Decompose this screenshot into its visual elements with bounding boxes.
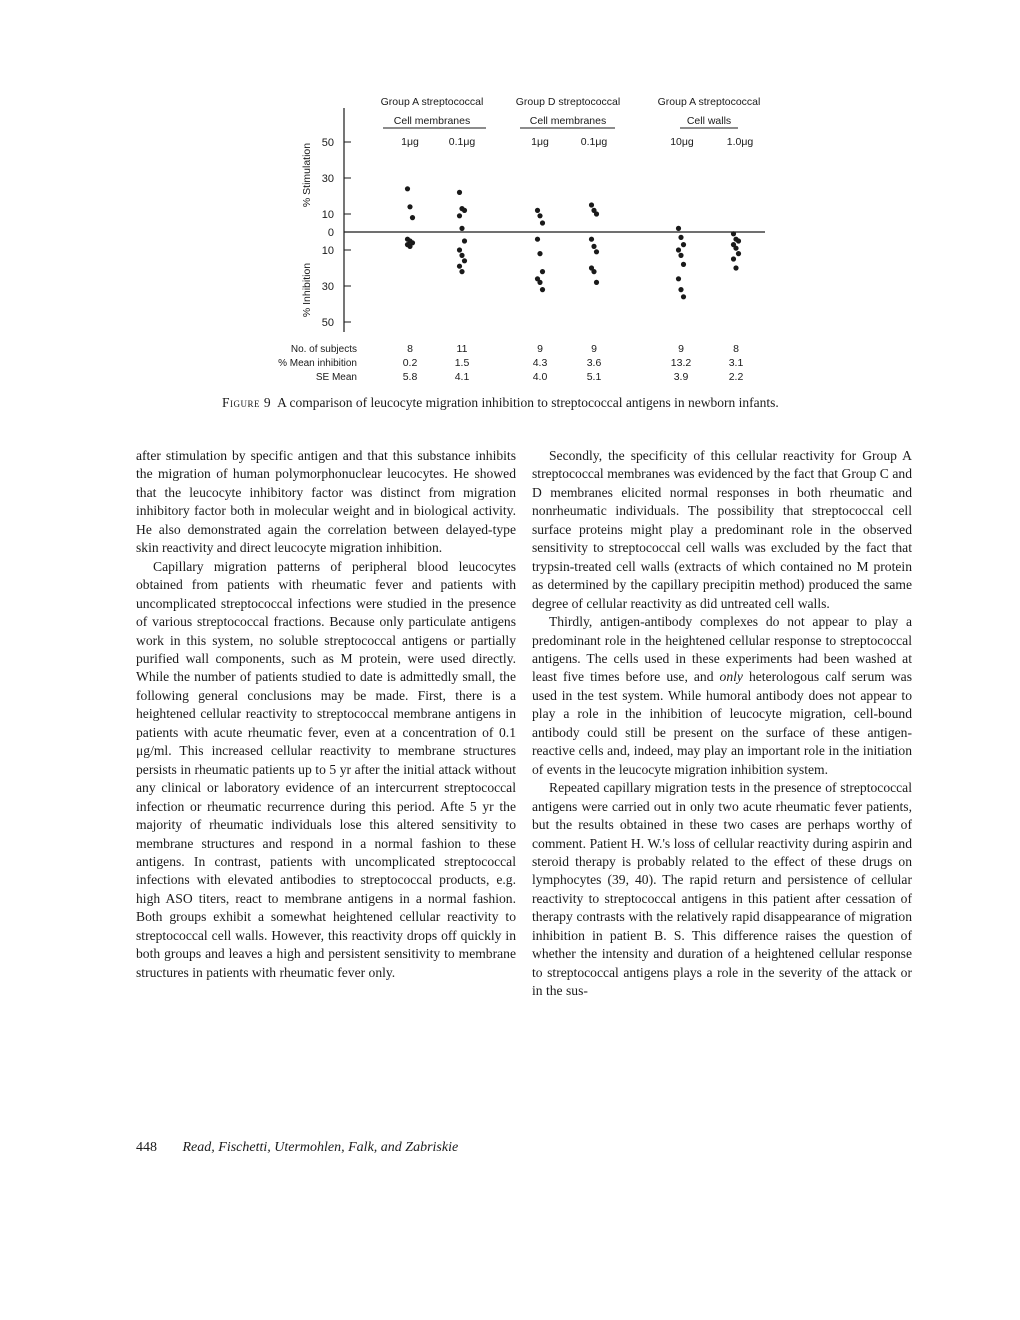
y-tick-label: 10 — [321, 245, 334, 257]
data-point — [537, 280, 542, 285]
data-point — [459, 269, 464, 274]
stat-value: 11 — [456, 343, 468, 355]
data-point — [537, 213, 542, 218]
stat-value: 4.3 — [532, 357, 548, 369]
group-a-walls-subtitle: Cell walls — [686, 115, 732, 127]
dose-label: 0.1μg — [580, 136, 608, 148]
stat-value: 0.2 — [402, 357, 418, 369]
stat-value: 3.9 — [673, 371, 689, 383]
data-point — [678, 287, 683, 292]
data-point — [594, 280, 599, 285]
paragraph — [532, 613, 912, 779]
stat-value: 8 — [407, 343, 413, 355]
data-point — [736, 238, 741, 243]
stat-value: 3.6 — [586, 357, 602, 369]
inhibition-axis-label: % Inhibition — [301, 262, 313, 318]
stat-value: 5.1 — [586, 371, 602, 383]
group-a-membranes-subtitle: Cell membranes — [393, 115, 471, 127]
right-column — [532, 447, 912, 1001]
y-tick-label: 0 — [327, 227, 334, 239]
running-authors: Read, Fischetti, Utermohlen, Falk, and Zabriskie — [182, 1140, 459, 1155]
data-point — [731, 256, 736, 261]
data-point — [462, 258, 467, 263]
data-point — [540, 269, 545, 274]
data-point — [681, 294, 686, 299]
data-point — [589, 202, 594, 207]
data-point — [457, 190, 462, 195]
data-point — [731, 231, 736, 236]
data-point — [537, 251, 542, 256]
dose-label: 0.1μg — [448, 136, 476, 148]
paragraph: Repeated capillary migration tests in the presence of streptococcal antigens were carried out in only two acute rheumatic fever patients, but the results obtained in these two cases are perhaps worthy of comment. Patient H. W.'s loss of cellular reactivity during aspirin and steroid therapy is probably related to the effect of these drugs on lymphocytes (39, 40). The rapid return and persistence of cellular reactivity to streptococcal antigens in this patient after cessation of therapy contrasts with the relatively rapid disappearance of migration inhibition in patient B. S. This difference raises the question of whether the intensity and duration of a heightened cellular response to streptococcal antigens plays a role in the severity of the attack or in the sus- — [532, 780, 912, 999]
data-point — [676, 226, 681, 231]
figure-caption-text: A comparison of leucocyte migration inhibition to streptococcal antigens in newborn infants. — [277, 395, 779, 410]
data-point — [681, 262, 686, 267]
stat-value: 2.2 — [728, 371, 744, 383]
data-point — [589, 237, 594, 242]
data-point — [736, 251, 741, 256]
page-number: 448 — [136, 1140, 157, 1155]
group-d-membranes-subtitle: Cell membranes — [529, 115, 607, 127]
data-point — [676, 276, 681, 281]
stat-value: 3.1 — [728, 357, 744, 369]
data-point — [733, 246, 738, 251]
paragraph: Capillary migration patterns of peripheral blood leucocytes obtained from patients with rheumatic fever and patients with uncomplicated streptococcal infections were studied in the presence of various streptococcal fractions. Because only particulate antigens work in this system, no soluble streptococcal antigens or partially purified wall components, such as M protein, were used directly. While the number of patients studied to date is admittedly small, the following general conclusions may be made. First, there is a heightened cellular reactivity to streptococcal membrane antigens in patients with acute rheumatic fever, even at a concentration of 0.1 μg/ml. This increased cellular reactivity to membrane structures persists in rheumatic patients up to 5 yr after the initial attack without any clinical or laboratory evidence of an intercurrent streptococcal infection or rheumatic recurrence during this period. Afte 5 yr the majority of rheumatic individuals lose this altered sensitivity to membrane structures and respond in a normal fashion to these antigens. In contrast, patients with uncomplicated streptococcal infections with elevated antibodies to streptococcal products, e.g. high ASO titers, react to membrane antigens in a normal fashion. Both groups exhibit a somewhat heightened cellular reactivity to streptococcal cell walls. However, this reactivity drops off quickly in both groups and leaves a high and persistent sensitivity to membrane structures in patients with rheumatic fever only. — [136, 558, 516, 980]
data-point — [462, 208, 467, 213]
data-point — [681, 242, 686, 247]
stat-value: 4.1 — [454, 371, 470, 383]
stat-value: 13.2 — [670, 357, 692, 369]
data-point — [457, 247, 462, 252]
figure-caption — [222, 394, 822, 411]
group-a-walls-title: Group A streptococcal — [657, 96, 761, 108]
stat-value: 9 — [537, 343, 543, 355]
stimulation-axis-label: % Stimulation — [301, 142, 313, 208]
emphasis-text: only — [719, 669, 743, 685]
data-point — [405, 186, 410, 191]
data-point — [540, 220, 545, 225]
dose-label: 1.0μg — [726, 136, 754, 148]
y-tick-label: 30 — [321, 281, 334, 293]
y-tick-label: 30 — [321, 173, 334, 185]
data-point — [678, 235, 683, 240]
data-point — [678, 253, 683, 258]
data-point — [535, 237, 540, 242]
scatter-points — [405, 186, 741, 299]
data-point — [459, 253, 464, 258]
group-a-membranes-title: Group A streptococcal — [380, 96, 484, 108]
data-point — [407, 204, 412, 209]
stat-value: 9 — [591, 343, 597, 355]
data-point — [733, 265, 738, 270]
figure-label: Figure 9 — [222, 395, 272, 410]
group-d-membranes-title: Group D streptococcal — [515, 96, 621, 108]
data-point — [410, 215, 415, 220]
stats-row-label: % Mean inhibition — [278, 358, 357, 369]
figure-9-chart — [0, 0, 1020, 395]
data-point — [535, 208, 540, 213]
data-point — [594, 211, 599, 216]
data-point — [676, 247, 681, 252]
data-point — [407, 244, 412, 249]
paragraph-text: Thirdly, antigen-antibody complexes do not appear to play a predominant role in the heightened cellular response to streptococcal antigens. The cells used in these experiments had been washed at least five times before use, and — [532, 614, 912, 685]
stat-value: 1.5 — [454, 357, 470, 369]
data-point — [459, 226, 464, 231]
data-point — [594, 249, 599, 254]
data-point — [457, 213, 462, 218]
paragraph-text: heterologous calf serum was used in the test system. While humoral antibody does not appear to play a role in the inhibition of leucocyte migration, cell-bound antibody could still be present on the surface of these antigen-reactive cells and, indeed, may play an important role in the initiation of events in the leucocyte migration inhibition system. — [532, 669, 913, 777]
dose-label: 10μg — [670, 136, 694, 148]
y-tick-label: 10 — [321, 209, 334, 221]
paragraph: after stimulation by specific antigen and that this substance inhibits the migration of human polymorphonuclear leucocytes. He showed that the leucocyte inhibitory factor was distinct from migration inhibitory factor both in molecular weight and in biological activity. He also demonstrated again the correlation between delayed-type skin reactivity and direct leucocyte migration inhibition. — [136, 448, 516, 556]
data-point — [540, 287, 545, 292]
y-tick-label: 50 — [321, 317, 334, 329]
data-point — [457, 264, 462, 269]
dose-label: 1μg — [531, 136, 549, 148]
stat-value: 8 — [733, 343, 739, 355]
stats-row-label: No. of subjects — [290, 344, 357, 355]
paragraph: Secondly, the specificity of this cellular reactivity for Group A streptococcal membranes was evidenced by the fact that Group C and D membranes elicited normal responses in both rheumatic and nonrheumatic individuals. The possibility that streptococcal cell surface proteins might play a predominant role in the observed sensitivity to streptococcal cell walls was excluded by the fact that trypsin-treated cell walls (extracts of which contained no M protein as determined by the capillary precipitin method) produced the same degree of cellular reactivity as did untreated cell walls. — [532, 448, 912, 611]
data-point — [591, 269, 596, 274]
stat-value: 5.8 — [402, 371, 418, 383]
left-column — [136, 447, 516, 982]
y-tick-label: 50 — [321, 137, 334, 149]
data-point — [462, 238, 467, 243]
dose-label: 1μg — [401, 136, 419, 148]
data-point — [591, 244, 596, 249]
stat-value: 4.0 — [532, 371, 548, 383]
page-footer — [136, 1140, 458, 1156]
stats-row-label: SE Mean — [315, 372, 357, 383]
stat-value: 9 — [678, 343, 684, 355]
